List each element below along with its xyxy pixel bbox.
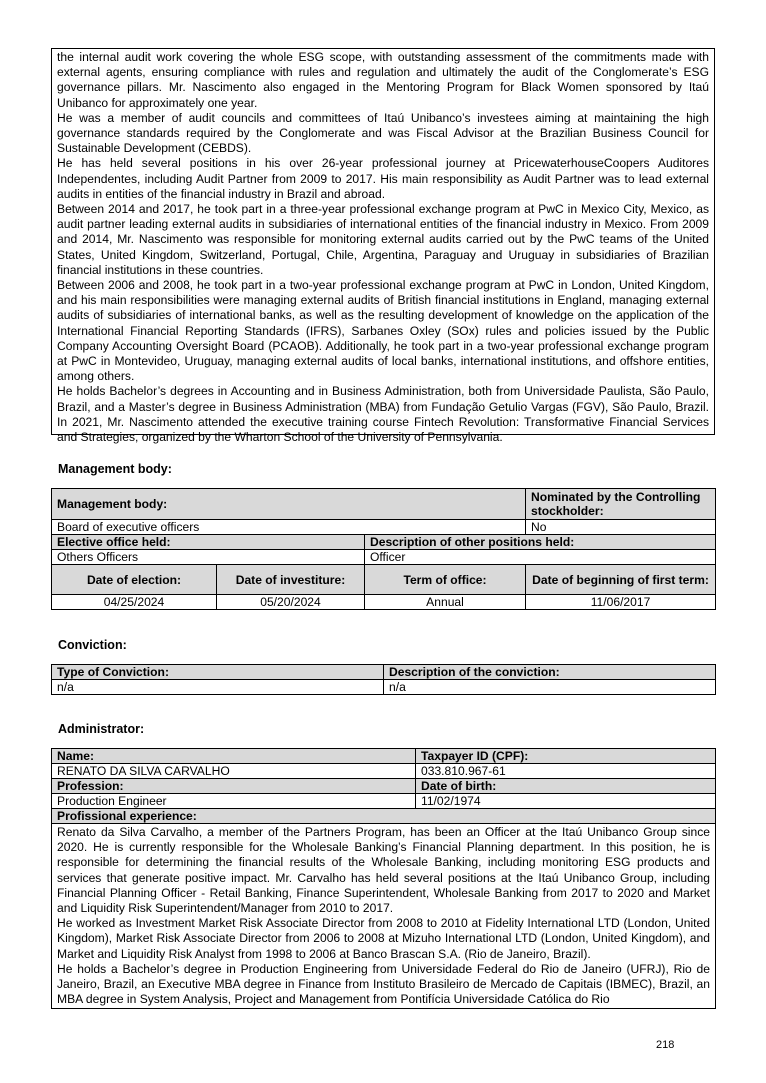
cpf-value: 033.810.967-61 [416, 764, 716, 779]
experience-header: Profissional experience: [52, 809, 716, 824]
management-body-table [51, 488, 716, 610]
date-of-investiture-header: Date of investiture: [217, 565, 365, 595]
first-term-header: Date of beginning of first term: [526, 565, 716, 595]
management-body-value: Board of executive officers [52, 520, 526, 535]
table-row [52, 794, 716, 809]
date-of-election-value: 04/25/2024 [52, 595, 217, 610]
biography-text-box [51, 48, 715, 445]
other-positions-header: Description of other positions held: [365, 535, 716, 550]
bio-paragraph: Between 2014 and 2017, he took part in a three-year professional exchange program at PwC in Mexico City, Mexico, as audit partner leading external audits in subsidiaries of international entities of the financial industry in Mexico. From 2009 and 2014, Mr. Nascimento was responsible for monitoring external audits carried out by the PwC teams of the United States, United Kingdom, Switzerland, Portugal, Chile, Argentina, Paraguay and Uruguay in subsidiaries of Brazilian financial institutions in these countries. [57, 202, 709, 277]
page-number: 218 [656, 1039, 675, 1051]
bio-paragraph: the internal audit work covering the whole ESG scope, with outstanding assessment of the commitments made with external agents, ensuring compliance with rules and regulation and ultimately the audit of the Conglomerate’s ESG governance pillars. Mr. Nascimento also engaged in the Mentoring Program for Black Women sponsored by Itaú Unibanco for approximately one year. [57, 50, 709, 110]
experience-text [52, 824, 716, 1009]
management-body-heading: Management body: [58, 462, 172, 476]
experience-paragraph: He worked as Investment Market Risk Associate Director from 2008 to 2010 at Fidelity International LTD (London, United Kingdom), Market Risk Associate Director from 2006 to 2008 at Mizuho International LTD (London, United Kingdom), and Market and Liquidity Risk Analyst from 1998 to 2006 at Banco Brascan S.A. (Rio de Janeiro, Brazil). [57, 916, 710, 961]
table-row [52, 764, 716, 779]
management-body-header: Management body: [52, 489, 526, 520]
name-value: RENATO DA SILVA CARVALHO [52, 764, 416, 779]
elective-office-value: Others Officers [52, 550, 365, 565]
elective-office-header: Elective office held: [52, 535, 365, 550]
bio-paragraph: He holds Bachelor’s degrees in Accounting and in Business Administration, both from Universidade Paulista, São Paulo, Brazil, and a Master’s degree in Business Administration (MBA) from Fundação Getulio Vargas (FGV), São Paulo, Brazil. In 2021, Mr. Nascimento attended the executive training course Fintech Revolution: Transformative Financial Services and Strategies, organized by the Wharton School of the University of Pennsylvania. [57, 384, 709, 445]
bio-paragraph: He has held several positions in his over 26-year professional journey at PricewaterhouseCoopers Auditores Independentes, including Audit Partner from 2009 to 2017. His main responsibility as Audit Partner was to lead external audits in entities of the financial industry in Brazil and abroad. [57, 156, 709, 201]
cpf-header: Taxpayer ID (CPF): [416, 749, 716, 764]
bio-paragraph: Between 2006 and 2008, he took part in a two-year professional exchange program at PwC in London, United Kingdom, and his main responsibilities were managing external audits of British financial institutions in England, managing external audits of subsidiaries of international banks, as well as the resulting development of knowledge on the application of the International Financial Reporting Standards (IFRS), Sarbanes Oxley (SOx) rules and policies issued by the Public Company Accounting Oversight Board (PCAOB). Additionally, he took part in a two-year professional exchange program at PwC in Montevideo, Uruguay, managing external audits of local banks, international institutions, and offshore entities, among others. [57, 278, 709, 384]
table-row [52, 749, 716, 764]
administrator-table [51, 748, 716, 1009]
nominated-value: No [526, 520, 716, 535]
conviction-table [51, 664, 716, 695]
first-term-value: 11/06/2017 [526, 595, 716, 610]
date-of-investiture-value: 05/20/2024 [217, 595, 365, 610]
table-row [52, 809, 716, 824]
table-row [52, 779, 716, 794]
table-row [52, 824, 716, 1009]
nominated-header: Nominated by the Controlling stockholder: [526, 489, 716, 520]
table-row [52, 520, 716, 535]
type-of-conviction-header: Type of Conviction: [52, 665, 384, 680]
table-row [52, 535, 716, 550]
term-of-office-header: Term of office: [365, 565, 526, 595]
term-of-office-value: Annual [365, 595, 526, 610]
bio-paragraph: He was a member of audit councils and committees of Itaú Unibanco’s investees aiming at maintaining the high governance standards required by the Conglomerate and was Fiscal Advisor at the Brazilian Business Council for Sustainable Development (CEBDS). [57, 110, 709, 156]
date-of-birth-value: 11/02/1974 [416, 794, 716, 809]
date-of-birth-header: Date of birth: [416, 779, 716, 794]
table-row [52, 489, 716, 520]
experience-paragraph: Renato da Silva Carvalho, a member of the Partners Program, has been an Officer at the Itaú Unibanco Group since 2020. He is currently responsible for the Wholesale Banking’s Financial Planning department. In this position, he is responsible for determining the financial results of the Wholesale Banking, including monitoring ESG products and services that generate positive impact. Mr. Carvalho has held several positions at the Itaú Unibanco Group, including Financial Planning Officer - Retail Banking, Finance Superintendent, Wholesale Banking from 2017 to 2020 and Market and Liquidity Risk Superintendent/Manager from 2010 to 2017. [57, 825, 710, 916]
administrator-heading: Administrator: [58, 722, 145, 736]
type-of-conviction-value: n/a [52, 680, 384, 695]
profession-header: Profession: [52, 779, 416, 794]
conviction-description-header: Description of the conviction: [384, 665, 716, 680]
profession-value: Production Engineer [52, 794, 416, 809]
table-row [52, 680, 716, 695]
table-row [52, 550, 716, 565]
other-positions-value: Officer [365, 550, 716, 565]
experience-paragraph: He holds a Bachelor’s degree in Production Engineering from Universidade Federal do Rio de Janeiro (UFRJ), Rio de Janeiro, Brazil, an Executive MBA degree in Finance from Instituto Brasileiro de Mercado de Capitais (IBMEC), Brazil, an MBA degree in System Analysis, Project and Management from Pontifícia Universidade Católica do Rio [57, 961, 710, 1007]
date-of-election-header: Date of election: [52, 565, 217, 595]
conviction-heading: Conviction: [58, 638, 127, 652]
table-row [52, 595, 716, 610]
conviction-description-value: n/a [384, 680, 716, 695]
table-row [52, 565, 716, 595]
table-row [52, 665, 716, 680]
name-header: Name: [52, 749, 416, 764]
